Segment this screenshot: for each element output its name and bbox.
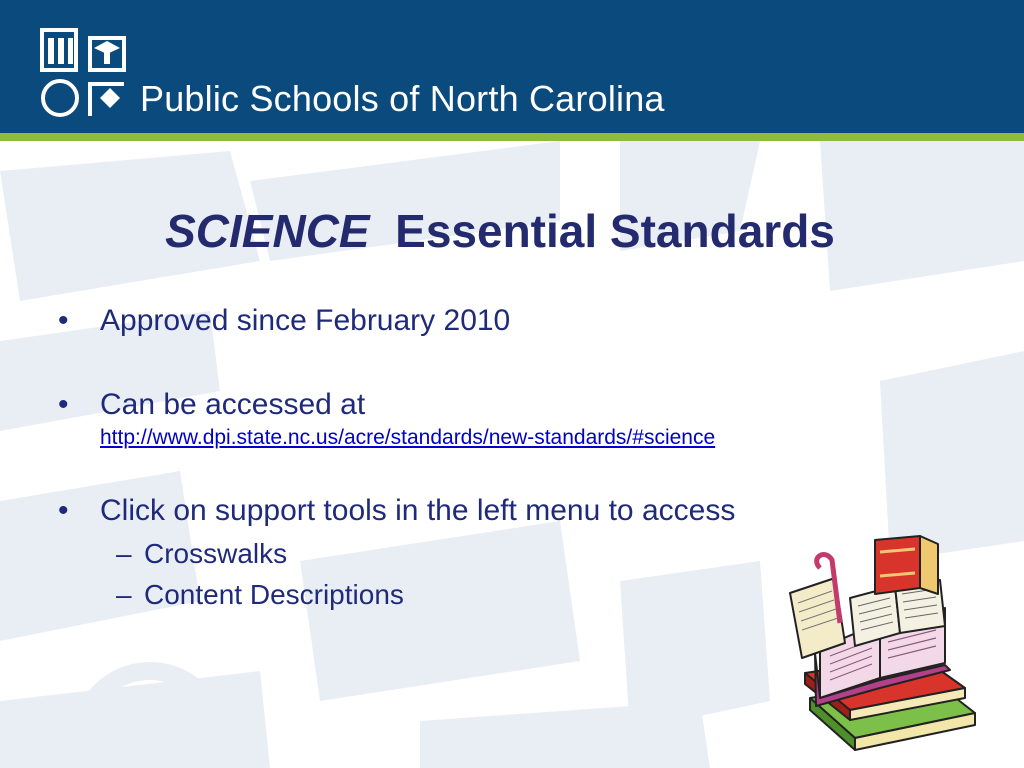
title-rest: Essential Standards (395, 205, 835, 257)
sub-glyph: – (116, 538, 132, 569)
header-banner (0, 0, 1024, 133)
sub-item-text: Content Descriptions (144, 579, 404, 610)
sub-glyph: – (116, 579, 132, 610)
bullet-item (58, 304, 510, 338)
bullet-text: Can be accessed at (100, 388, 366, 421)
standards-link[interactable]: http://www.dpi.state.nc.us/acre/standards/new-standards/#science (100, 426, 716, 449)
bullet-text: Approved since February 2010 (100, 304, 511, 337)
sub-item-text: Crosswalks (144, 538, 288, 569)
bullet-item (58, 388, 365, 422)
org-name: Public Schools of North Carolina (140, 78, 665, 119)
bullet-glyph: • (58, 494, 69, 527)
bullet-glyph: • (58, 388, 69, 421)
bullet-glyph: • (58, 304, 69, 337)
slide-title (0, 204, 1000, 258)
stack-of-books-icon (780, 528, 980, 753)
bullet-item (58, 494, 735, 528)
header-stripe (0, 133, 1024, 141)
sub-item-content-descriptions (116, 579, 404, 611)
dpi-building-logo-icon (40, 28, 132, 120)
bullet-text: Click on support tools in the left menu to access (100, 494, 736, 527)
title-emphasis: SCIENCE (165, 205, 370, 257)
sub-item-crosswalks (116, 538, 287, 570)
